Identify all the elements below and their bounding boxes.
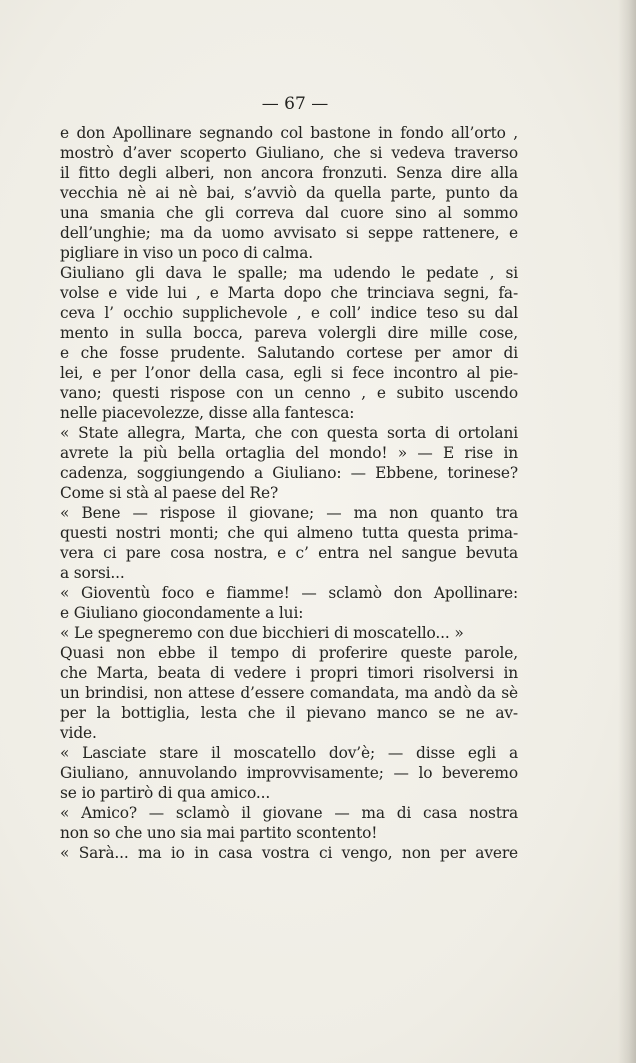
- text-line: vera ci pare cosa nostra, e c’ entra nel sangue bevuta: [60, 544, 518, 562]
- text-line: e Giuliano giocondamente a lui:: [60, 604, 304, 622]
- text-line: e don Apollinare segnando col bastone in fondo all’orto ,: [60, 124, 518, 142]
- text-line: « Amico? — sclamò il giovane — ma di casa nostra: [60, 804, 518, 822]
- text-line: vano; questi rispose con un cenno , e subito uscendo: [60, 384, 518, 402]
- text-line: se io partirò di qua amico...: [60, 784, 271, 802]
- text-line: questi nostri monti; che qui almeno tutta questa prima-: [60, 524, 518, 542]
- text-line: mento in sulla bocca, pareva volergli dire mille cose,: [60, 324, 518, 342]
- text-line: Giuliano gli dava le spalle; ma udendo le pedate , si: [60, 264, 518, 282]
- text-line: il fitto degli alberi, non ancora fronzuti. Senza dire alla: [60, 164, 518, 182]
- text-line: « Bene — rispose il giovane; — ma non quanto tra: [60, 504, 518, 522]
- text-line: Come si stà al paese del Re?: [60, 484, 279, 502]
- text-line: avrete la più bella ortaglia del mondo! » — E rise in: [60, 444, 518, 462]
- text-line: un brindisi, non attese d’essere comandata, ma andò da sè: [60, 684, 518, 702]
- text-line: Giuliano, annuvolando improvvisamente; — lo beveremo: [60, 764, 518, 782]
- text-line: nelle piacevolezze, disse alla fantesca:: [60, 404, 355, 422]
- text-line: dell’unghie; ma da uomo avvisato si seppe rattenere, e: [60, 224, 518, 242]
- text-line: non so che uno sia mai partito scontento!: [60, 824, 378, 842]
- text-line: una smania che gli correva dal cuore sino al sommo: [60, 204, 518, 222]
- text-line: ceva l’ occhio supplichevole , e coll’ indice teso su dal: [60, 304, 518, 322]
- text-line: vecchia nè ai nè bai, s’avviò da quella parte, punto da: [60, 184, 518, 202]
- text-line: vide.: [60, 724, 97, 742]
- text-line: « Le spegneremo con due bicchieri di moscatello... »: [60, 624, 464, 642]
- text-line: a sorsi...: [60, 564, 125, 582]
- text-line: « Lasciate stare il moscatello dov’è; — disse egli a: [60, 744, 518, 762]
- body-text: [60, 123, 518, 863]
- text-line: pigliare in viso un poco di calma.: [60, 244, 313, 262]
- text-line: « State allegra, Marta, che con questa sorta di ortolani: [60, 424, 518, 442]
- page-binding-shadow: [618, 0, 636, 1063]
- text-line: mostrò d’aver scoperto Giuliano, che si vedeva traverso: [60, 144, 518, 162]
- text-line: Quasi non ebbe il tempo di proferire queste parole,: [60, 644, 518, 662]
- text-line: cadenza, soggiungendo a Giuliano: — Ebbene, torinese?: [60, 464, 518, 482]
- text-line: che Marta, beata di vedere i propri timori risolversi in: [60, 664, 518, 682]
- text-line: lei, e per l’onor della casa, egli si fece incontro al pie-: [60, 364, 518, 382]
- text-line: per la bottiglia, lesta che il pievano manco se ne av-: [60, 704, 518, 722]
- text-line: « Sarà... ma io in casa vostra ci vengo, non per avere: [60, 844, 518, 862]
- text-line: e che fosse prudente. Salutando cortese per amor di: [60, 344, 518, 362]
- text-line: volse e vide lui , e Marta dopo che trinciava segni, fa-: [60, 284, 518, 302]
- text-line: « Gioventù foco e fiamme! — sclamò don Apollinare:: [60, 584, 518, 602]
- page-number: — 67 —: [261, 94, 329, 114]
